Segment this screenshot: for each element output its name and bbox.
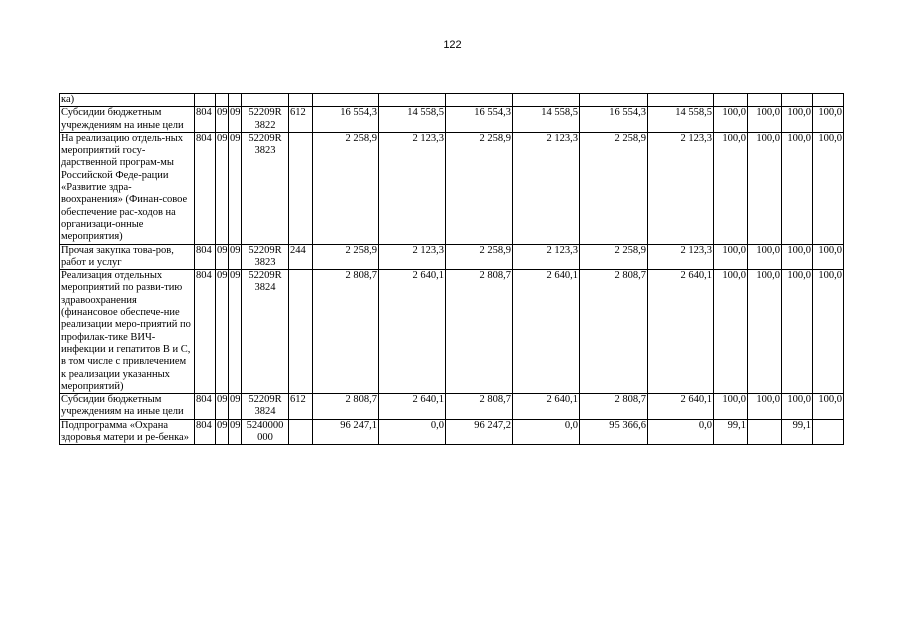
amount-4: 2 640,1: [513, 270, 580, 394]
amount-2: 2 123,3: [379, 132, 446, 244]
table-row: [60, 394, 844, 420]
target-article-code: 52209R 3824: [242, 270, 289, 394]
amount-3: 16 554,3: [446, 107, 513, 133]
expense-type-code: 612: [289, 107, 313, 133]
percent-1: 100,0: [714, 107, 748, 133]
amount-6: 2 123,3: [648, 132, 714, 244]
continuation-row: [60, 94, 844, 107]
table-body: [60, 94, 844, 445]
percent-2: 100,0: [748, 270, 782, 394]
section-code: 09: [216, 132, 229, 244]
amount-1: 2 808,7: [313, 394, 379, 420]
percent-4: 100,0: [813, 394, 844, 420]
subsection-code: 09: [229, 244, 242, 270]
amount-5: 2 808,7: [580, 270, 648, 394]
amount-3: 2 258,9: [446, 132, 513, 244]
amount-4: 2 123,3: [513, 244, 580, 270]
percent-4: 100,0: [813, 270, 844, 394]
amount-5: 2 258,9: [580, 132, 648, 244]
section-code: 09: [216, 244, 229, 270]
amount-5: 2 808,7: [580, 394, 648, 420]
row-name: Субсидии бюджетным учреждениям на иные цели: [60, 107, 195, 133]
row-name: Реализация отдельных мероприятий по разви-тию здравоохранения (финансовое обеспече-ние реализации меро-приятий по профилак-тике ВИЧ-инфекции и гепатитов В и С, в том числе с привлечением к реализации указанных мероприятий): [60, 270, 195, 394]
percent-1: 100,0: [714, 132, 748, 244]
amount-2: 0,0: [379, 419, 446, 445]
section-code: 09: [216, 419, 229, 445]
amount-2: 14 558,5: [379, 107, 446, 133]
table-row: [60, 132, 844, 244]
ved-code: 804: [195, 270, 216, 394]
amount-6: 0,0: [648, 419, 714, 445]
target-article-code: 52209R 3822: [242, 107, 289, 133]
amount-5: 16 554,3: [580, 107, 648, 133]
percent-4: 100,0: [813, 107, 844, 133]
ved-code: 804: [195, 419, 216, 445]
amount-1: 96 247,1: [313, 419, 379, 445]
amount-2: 2 640,1: [379, 394, 446, 420]
target-article-code: 5240000 000: [242, 419, 289, 445]
section-code: 09: [216, 394, 229, 420]
percent-4: 100,0: [813, 244, 844, 270]
expense-type-code: 244: [289, 244, 313, 270]
budget-table: [59, 93, 844, 445]
ved-code: 804: [195, 132, 216, 244]
amount-1: 2 258,9: [313, 132, 379, 244]
amount-3: 96 247,2: [446, 419, 513, 445]
amount-5: 2 258,9: [580, 244, 648, 270]
percent-2: 100,0: [748, 244, 782, 270]
ved-code: 804: [195, 394, 216, 420]
amount-6: 2 123,3: [648, 244, 714, 270]
percent-2: 100,0: [748, 394, 782, 420]
ved-code: 804: [195, 244, 216, 270]
percent-1: 100,0: [714, 394, 748, 420]
section-code: 09: [216, 107, 229, 133]
amount-6: 2 640,1: [648, 270, 714, 394]
subsection-code: 09: [229, 394, 242, 420]
amount-3: 2 808,7: [446, 270, 513, 394]
row-name: Прочая закупка това-ров, работ и услуг: [60, 244, 195, 270]
subsection-code: 09: [229, 270, 242, 394]
amount-4: 2 123,3: [513, 132, 580, 244]
percent-1: 99,1: [714, 419, 748, 445]
amount-3: 2 258,9: [446, 244, 513, 270]
row-name: Субсидии бюджетным учреждениям на иные цели: [60, 394, 195, 420]
expense-type-code: 612: [289, 394, 313, 420]
target-article-code: 52209R 3823: [242, 244, 289, 270]
percent-2: 100,0: [748, 107, 782, 133]
amount-6: 14 558,5: [648, 107, 714, 133]
subsection-code: 09: [229, 107, 242, 133]
amount-4: 14 558,5: [513, 107, 580, 133]
percent-1: 100,0: [714, 244, 748, 270]
percent-1: 100,0: [714, 270, 748, 394]
amount-4: 0,0: [513, 419, 580, 445]
amount-6: 2 640,1: [648, 394, 714, 420]
percent-3: 100,0: [782, 132, 813, 244]
table-row: [60, 107, 844, 133]
percent-3: 99,1: [782, 419, 813, 445]
table-row: [60, 244, 844, 270]
amount-1: 16 554,3: [313, 107, 379, 133]
amount-1: 2 808,7: [313, 270, 379, 394]
percent-3: 100,0: [782, 107, 813, 133]
amount-2: 2 123,3: [379, 244, 446, 270]
amount-2: 2 640,1: [379, 270, 446, 394]
expense-type-code: [289, 270, 313, 394]
ved-code: 804: [195, 107, 216, 133]
percent-3: 100,0: [782, 270, 813, 394]
percent-4: 100,0: [813, 132, 844, 244]
percent-2: [748, 419, 782, 445]
expense-type-code: [289, 132, 313, 244]
subsection-code: 09: [229, 419, 242, 445]
percent-4: [813, 419, 844, 445]
target-article-code: 52209R 3824: [242, 394, 289, 420]
subsection-code: 09: [229, 132, 242, 244]
expense-type-code: [289, 419, 313, 445]
amount-4: 2 640,1: [513, 394, 580, 420]
amount-3: 2 808,7: [446, 394, 513, 420]
table-row: [60, 419, 844, 445]
target-article-code: 52209R 3823: [242, 132, 289, 244]
row-name: Подпрограмма «Охрана здоровья матери и ре-бенка»: [60, 419, 195, 445]
amount-1: 2 258,9: [313, 244, 379, 270]
continuation-text: ка): [60, 94, 195, 107]
table-row: [60, 270, 844, 394]
percent-2: 100,0: [748, 132, 782, 244]
row-name: На реализацию отдель-ных мероприятий госу-дарственной програм-мы Российской Феде-рации «Развитие здра-воохранения» (Финан-совое обеспечение рас-ходов на организаци-онные мероприятия): [60, 132, 195, 244]
section-code: 09: [216, 270, 229, 394]
amount-5: 95 366,6: [580, 419, 648, 445]
page-number: 122: [443, 39, 462, 51]
percent-3: 100,0: [782, 394, 813, 420]
percent-3: 100,0: [782, 244, 813, 270]
